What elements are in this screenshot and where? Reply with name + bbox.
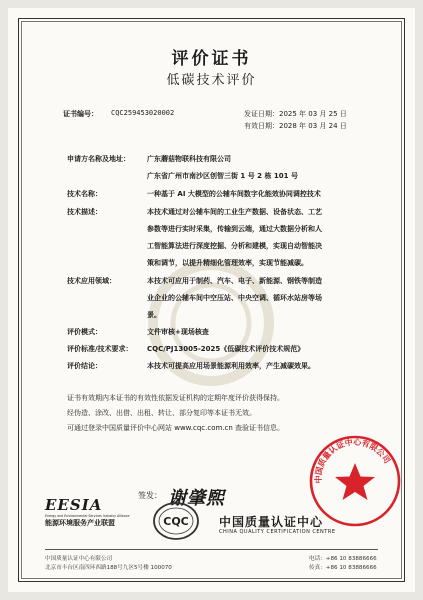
tech-name: 一种基于 AI 大模型的公辅车间数字化能效协同调控技术 xyxy=(147,190,321,198)
applicant-address: 广东省广州市南沙区创智三街 1 号 2 栋 101 号 xyxy=(147,172,298,180)
eval-result-label: 评价结论： xyxy=(67,362,102,370)
tech-app-line: 景。 xyxy=(147,311,161,319)
footer-fax: 传真：+86 10 83886666 xyxy=(309,565,377,571)
eesia-chinese-name: 能源环境服务产业联盟 xyxy=(45,519,115,527)
footer-address: 北京市丰台区南四环西路188号九区5号楼 100070 xyxy=(45,565,172,571)
cert-no: CQC259453020002 xyxy=(111,109,175,117)
tech-app-label: 技术应用领域： xyxy=(67,277,116,285)
note-verify: 可通过登录中国质量评价中心网站 www.cqc.com.cn 查验证书信息。 xyxy=(67,424,285,432)
certificate-title: 评价证书 xyxy=(171,49,252,69)
cqc-english-name: CHINA QUALITY CERTIFICATION CENTRE xyxy=(219,529,336,535)
tech-app-line: 本技术可应用于制药、汽车、电子、新能源、钢铁等制造 xyxy=(147,277,322,285)
tech-desc-line: 本技术通过对公辅车间的工业生产数据、设备状态、工艺 xyxy=(147,208,322,216)
footer-divider xyxy=(45,549,378,550)
eesia-logo-text: EESIA xyxy=(45,496,103,514)
signature-label: 签发： xyxy=(138,491,162,500)
tech-desc-line: 参数等进行实时采集，传输到云端，通过大数据分析和人 xyxy=(147,225,322,233)
tech-desc-label: 技术描述： xyxy=(67,208,102,216)
note-validity: 证书有效期内本证书的有效性依据发证机构的定期年度评价获得保持。 xyxy=(67,394,284,402)
cert-no-label: 证书编号： xyxy=(63,110,98,118)
eesia-english-name: Energy and Environmental Services Industry Alliance xyxy=(45,514,130,518)
tech-desc-line: 策和调节，以提升精细化管理效率，实现节能减碳。 xyxy=(147,259,308,267)
eval-mode-label: 评价模式： xyxy=(67,328,102,336)
tech-app-line: 业企业的公辅车间中空压站、中央空调、循环水站房等场 xyxy=(147,294,322,302)
eval-std-label: 评价标准/技术要求： xyxy=(67,345,133,353)
certificate xyxy=(8,8,415,592)
applicant-label: 申请方名称及地址： xyxy=(67,155,130,163)
eval-mode: 文件审核+现场核查 xyxy=(147,328,209,336)
cqc-chinese-name: 中国质量认证中心 xyxy=(219,515,324,529)
cqc-badge-text: CQC xyxy=(163,515,189,528)
issue-date: 发证日期：2025 年 03 月 25 日 xyxy=(244,110,347,118)
eesia-logo xyxy=(45,496,141,528)
signature: 谢肇煕 xyxy=(168,488,225,509)
tech-name-label: 技术名称： xyxy=(67,190,102,198)
note-invalid: 经伪造、涂改、出借、出租、转让、部分复印等本证书无效。 xyxy=(67,409,256,417)
footer-org: 中国质量认证中心有限公司 xyxy=(45,556,113,562)
tech-desc-line: 工智能算法进行深度挖掘、分析和建模，实现自动智能决 xyxy=(147,242,322,250)
footer-phone: 电话：+86 10 83886666 xyxy=(309,556,377,562)
cqc-emblem-icon xyxy=(152,501,200,541)
certificate-subtitle: 低碳技术评价 xyxy=(166,73,257,88)
eval-result: 本技术可提高应用场景能源利用效率，产生减碳效果。 xyxy=(147,362,315,370)
eval-std: CQC/PJ13005-2025《低碳技术评价技术规范》 xyxy=(147,345,305,353)
valid-date: 有效日期：2028 年 03 月 24 日 xyxy=(244,122,347,130)
applicant-name: 广东蘑菇物联科技有限公司 xyxy=(147,155,231,163)
seal-text: 中国质量认证中心有限公司 xyxy=(313,437,392,484)
